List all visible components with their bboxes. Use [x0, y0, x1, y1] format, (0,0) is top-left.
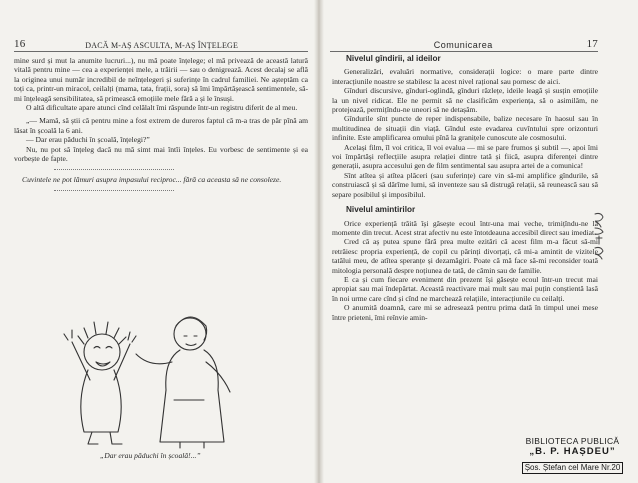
right-page — [320, 0, 638, 483]
divider — [54, 190, 174, 191]
right-page-number: 17 — [586, 38, 598, 50]
right-body-text — [332, 54, 598, 322]
stamp-line: BIBLIOTECA PUBLICĂ — [525, 436, 620, 446]
pull-quote: Cuvintele ne pot lămuri asupra impasului reciproc... fără ca aceasta să ne consoleze. — [22, 175, 282, 185]
handwritten-margin-note — [591, 210, 607, 260]
divider — [54, 169, 174, 170]
library-stamp — [515, 436, 630, 480]
stamp-line: Șos. Ștefan cel Mare Nr.20 — [522, 462, 624, 474]
left-running-header — [14, 38, 308, 52]
cartoon-illustration — [40, 300, 280, 450]
left-running-head: DACĂ M-AȘ ASCULTA, M-AȘ ÎNȚELEGE — [85, 41, 239, 50]
left-body-text — [14, 56, 308, 197]
paragraph: Cred că aș putea spune fără prea multe ezitări că acest film m-a făcut să-mi retrăiesc propria experiență, de copil cu părinți divorțați, că mi-a amintit de vizitele tatălui meu, de atîtea speranțe și dezamăgiri. Poate că mă face să-mi reconsider toată mitologia personală despre noțiunea de tată, de cămin sau de familie. — [332, 237, 598, 275]
paragraph: mine surd și mut la anumite lucruri...), nu mă poate înțelege; el mă privează de această latură vitală pentru mine — cea a experienței mele, a trăirii — sau o denigrează. Acest decalaj se află la originea unui număr incredibil de neînțelegeri și suferințe în cadrul familiei. Ne așteptăm ca toți ca, printr-un miracol, ceilalți (mama, tata, frații, sora) să îmi împărtășească sentimentele, să-mi înțeleagă sensibilitatea, să primească emoțiile mele fără a și le însuși. — [14, 56, 308, 103]
illustration-caption: „Dar erau păduchi în școală!...” — [100, 451, 201, 460]
section-heading: Nivelul amintirilor — [346, 205, 416, 215]
stamp-line: „B. P. HAȘDEU” — [529, 446, 616, 457]
paragraph: O anumită doamnă, care mi se adresează pentru prima dată în timpul unei mese între prieteni, îmi reînvie amin- — [332, 303, 598, 322]
paragraph: Sînt atîtea și atîtea plăceri (sau suferințe) care vin să-mi amplifice gîndurile, să construiască și să dărîme lumi, să inventeze sau să distrugă relații, să reunească sau să separe posibilul și imposibilul. — [332, 170, 598, 199]
dialogue-line: „— Mamă, să știi că pentru mine a fost extrem de dureros faptul că m-a tras de păr pînă am lăsat în școală la 6 ani. — [14, 116, 308, 135]
right-running-header — [330, 38, 598, 52]
dialogue-line: — Dar erau păduchi în școală, înțelegi?” — [26, 135, 150, 145]
paragraph: Generalizări, evaluări normative, considerații logice: o mare parte dintre interacțiunile noastre se stabilesc la acest nivel rațional sau pornesc de aici. — [332, 67, 598, 86]
paragraph: Gînduri discursive, gînduri-oglindă, gînduri răzlețe, ideile leagă și susțin emoțiile la un nivel ridicat. Ele ne permit să ne clasificăm experiența, să o asimilăm, ne protejează, permițîndu-ne uneori să ne detașăm. — [332, 86, 598, 115]
paragraph: Același film, îl voi critica, îl voi evalua — mi se pare frumos și subtil —, apoi îmi voi împărtăși reflecțiile asupra relației dintre tată și fiică, asupra diferenței dintre generații, asupra accesului gen de film sentimental sau asupra artei de a comunica! — [332, 142, 598, 171]
left-page — [0, 0, 318, 483]
left-page-number: 16 — [14, 38, 26, 50]
paragraph: E ca și cum fiecare eveniment din prezent își găsește ecoul într-un trecut mai apropiat sau mai îndepărtat. Această reactivare mai mult sau mai puțin conștientă lasă în noi urme care cînd și cînd ne marchează relațiile, interacțiunile cu ceilalți. — [332, 274, 598, 303]
paragraph: Orice experiență trăită își găsește ecoul într-una mai veche, trimițîndu-ne la momente din trecut. Acest strat afectiv nu este întotdeauna accesibil direct sau imediat. — [332, 218, 598, 237]
paragraph: Gîndurile sînt puncte de reper indispensabile, balize necesare în haosul sau în multitudinea de situații din viață. Gîndul este evadarea cuvîntului spre orizonturi infinite. Este amplificarea omului pînă la granițele cunoscute ale cosmosului. — [332, 114, 598, 143]
section-heading: Nivelul gîndirii, al ideilor — [346, 54, 441, 63]
paragraph: Nu, nu pot să înțeleg dacă nu mă simt mai întîi înțeles. Eu vorbesc de sentimente și ea vorbește de fapte. — [14, 144, 308, 164]
paragraph: O altă dificultate apare atunci cînd celălalt îmi răspunde într-un registru diferit de al meu. — [26, 103, 298, 113]
right-running-head: Comunicarea — [433, 40, 493, 50]
